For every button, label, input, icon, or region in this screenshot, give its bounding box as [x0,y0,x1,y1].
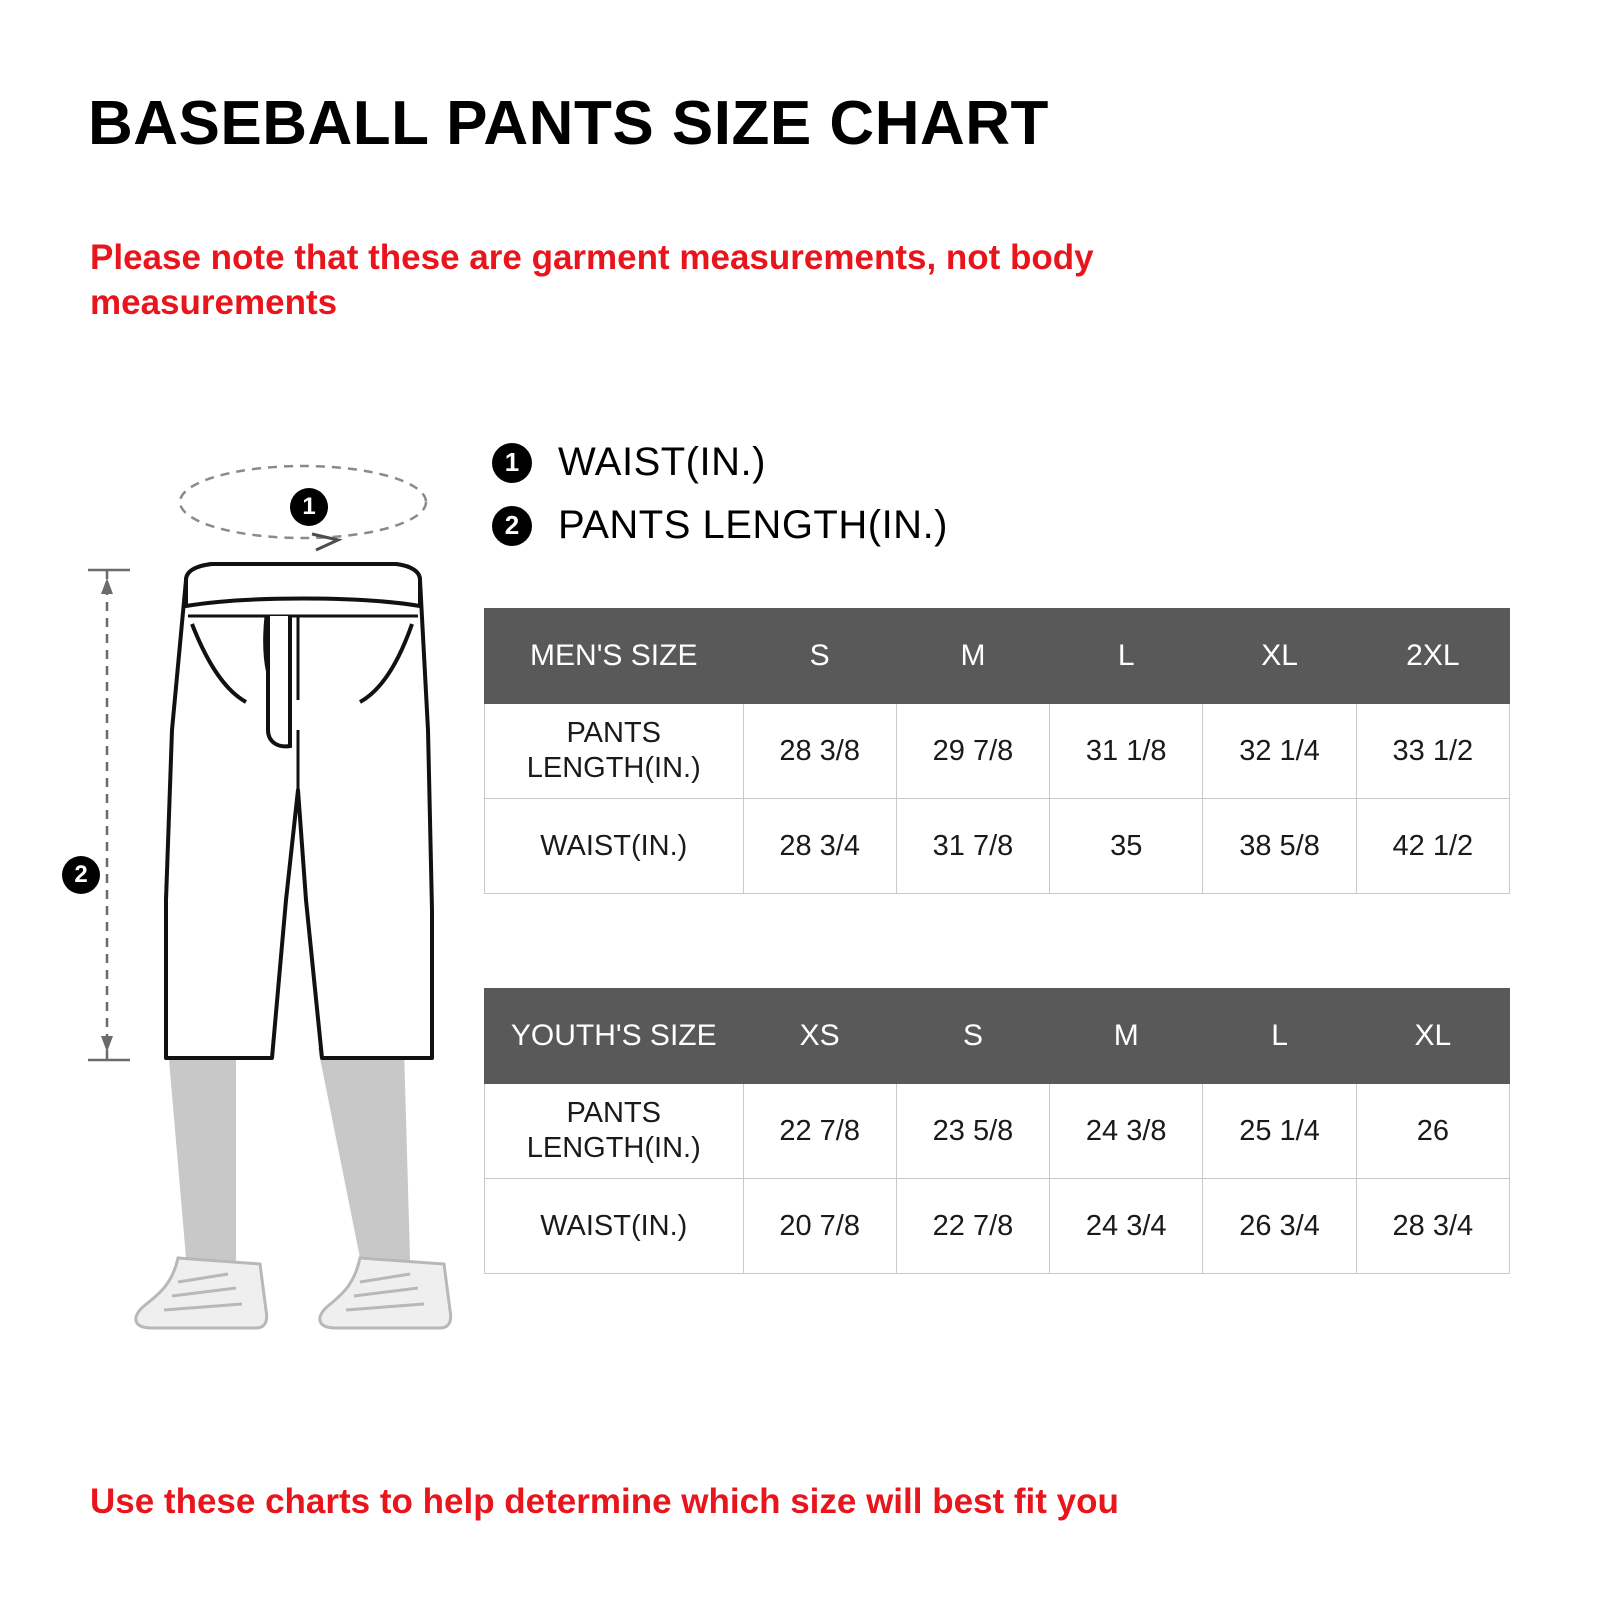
marker-waist-badge: 1 [290,488,328,526]
badge-2-icon: 2 [492,506,532,546]
youths-col-l: L [1203,989,1356,1084]
youths-size-header: YOUTH'S SIZE [485,989,744,1084]
youths-col-s: S [896,989,1049,1084]
youths-size-table [484,988,1510,1274]
footer-note: Use these charts to help determine which size will best fit you [90,1482,1119,1521]
pants-illustration [60,430,490,1330]
legend-item-waist [492,440,948,485]
youths-col-m: M [1050,989,1203,1084]
youths-waist-l: 26 3/4 [1203,1179,1356,1274]
mens-col-m: M [896,609,1049,704]
legend-label-waist: WAIST(IN.) [558,440,766,484]
youths-row-label-pants-length: PANTS LENGTH(IN.) [485,1084,744,1179]
mens-row-label-waist: WAIST(IN.) [485,799,744,894]
table-row [485,704,1510,799]
legend-label-pants-length: PANTS LENGTH(IN.) [558,503,949,547]
table-header-row [485,609,1510,704]
table-row [485,1084,1510,1179]
youths-pants-length-xs: 22 7/8 [743,1084,896,1179]
mens-col-2xl: 2XL [1356,609,1509,704]
mens-waist-2xl: 42 1/2 [1356,799,1509,894]
mens-size-table [484,608,1510,894]
mens-waist-l: 35 [1050,799,1203,894]
marker-length-badge: 2 [62,856,100,894]
mens-col-l: L [1050,609,1203,704]
mens-col-s: S [743,609,896,704]
youths-col-xs: XS [743,989,896,1084]
youths-pants-length-l: 25 1/4 [1203,1084,1356,1179]
youths-pants-length-s: 23 5/8 [896,1084,1049,1179]
youths-pants-length-xl: 26 [1356,1084,1509,1179]
mens-pants-length-2xl: 33 1/2 [1356,704,1509,799]
youths-waist-m: 24 3/4 [1050,1179,1203,1274]
mens-pants-length-s: 28 3/8 [743,704,896,799]
legend-item-pants-length [492,503,948,548]
table-row [485,1179,1510,1274]
youths-pants-length-m: 24 3/8 [1050,1084,1203,1179]
page-title: BASEBALL PANTS SIZE CHART [88,89,1049,158]
youths-row-label-waist: WAIST(IN.) [485,1179,744,1274]
measurement-legend [492,440,948,566]
mens-waist-xl: 38 5/8 [1203,799,1356,894]
mens-waist-s: 28 3/4 [743,799,896,894]
table-header-row [485,989,1510,1084]
youths-waist-s: 22 7/8 [896,1179,1049,1274]
mens-waist-m: 31 7/8 [896,799,1049,894]
mens-row-label-pants-length: PANTS LENGTH(IN.) [485,704,744,799]
badge-1-icon: 1 [492,443,532,483]
mens-pants-length-l: 31 1/8 [1050,704,1203,799]
youths-col-xl: XL [1356,989,1509,1084]
mens-size-header: MEN'S SIZE [485,609,744,704]
table-row [485,799,1510,894]
youths-waist-xs: 20 7/8 [743,1179,896,1274]
mens-pants-length-m: 29 7/8 [896,704,1049,799]
mens-col-xl: XL [1203,609,1356,704]
mens-pants-length-xl: 32 1/4 [1203,704,1356,799]
youths-waist-xl: 28 3/4 [1356,1179,1509,1274]
garment-measurement-note: Please note that these are garment measurements, not body measurements [90,238,1094,322]
